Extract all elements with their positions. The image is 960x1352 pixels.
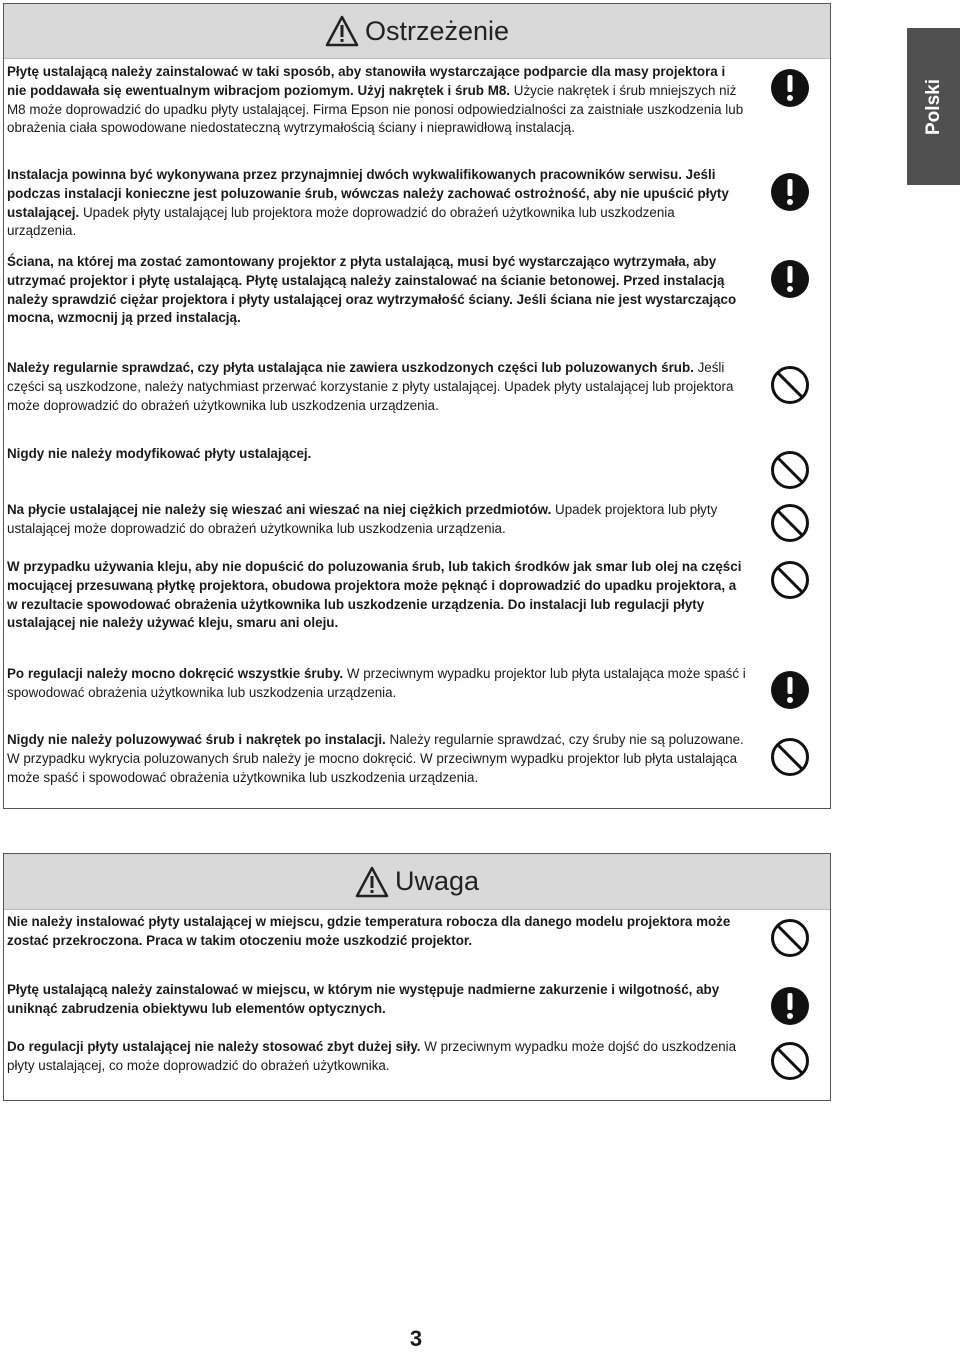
warning-header [4, 4, 830, 59]
prohibited-icon [770, 737, 810, 777]
caution-item-1: Nie należy instalować płyty ustalającej w miejscu, gdzie temperatura robocza dla danego modelu projektora może zostać przekroczona. Praca w takim otoczeniu może uszkodzić projektor. [7, 914, 731, 948]
warning-triangle-icon [325, 15, 359, 47]
warning-item-4: Należy regularnie sprawdzać, czy płyta ustalająca nie zawiera uszkodzonych części lub poluzowanych śrub. Jeśli części są uszkodzone, należy natychmiast przerwać korzystanie z płyty ustalającej. Upadek płyty ustalającej lub projektora może doprowadzić do obrażeń użytkownika lub uszkodzenia urządzenia. [7, 360, 734, 413]
warning-item-9: Nigdy nie należy poluzowywać śrub i nakrętek po instalacji. Należy regularnie sprawdzać, czy śruby nie są poluzowane. W przypadku wykrycia poluzowanych śrub należy je mocno dokręcić. W przeciwnym wypadku projektor lub płyta ustalająca może spaść i spowodować obrażenia użytkownika lub uszkodzenia urządzenia. [7, 732, 744, 785]
warning-title: Ostrzeżenie [364, 15, 510, 46]
caution-title: Uwaga [394, 866, 480, 896]
caution-header [4, 854, 830, 910]
warning-triangle-icon [355, 866, 389, 898]
warning-item-6: Na płycie ustalającej nie należy się wieszać ani wieszać na niej ciężkich przedmiotów. Upadek projektora lub płyty ustalającej może doprowadzić do obrażeń użytkownika lub uszkodzenia urządzenia. [7, 502, 718, 536]
prohibited-icon [770, 918, 810, 958]
warning-item-1: Płytę ustalającą należy zainstalować w taki sposób, aby stanowiła wystarczające podparcie dla masy projektora i nie poddawała się ewentualnym wibracjom poziomym. Użyj nakrętek i śrub M8. Użycie nakrętek i śrub mniejszych niż M8 może doprowadzić do upadku płyty ustalającej. Firma Epson nie ponosi odpowiedzialności za zaistniałe uszkodzenia lub obrażenia ciała spowodowane niedostateczną wytrzymałością ściany i nieprawidłową instalacją. [7, 64, 744, 136]
warning-item-8: Po regulacji należy mocno dokręcić wszystkie śruby. W przeciwnym wypadku projektor lub płyta ustalająca może spaść i spowodować obrażenia użytkownika lub uszkodzenia urządzenia. [7, 666, 746, 700]
warning-item-5: Nigdy nie należy modyfikować płyty ustalającej. [7, 446, 312, 461]
mandatory-icon [770, 986, 810, 1026]
language-tab [907, 28, 960, 185]
prohibited-icon [770, 1041, 810, 1081]
page-number: 3 [409, 1326, 423, 1351]
mandatory-icon [770, 670, 810, 710]
language-tab-label: Polski [922, 78, 944, 135]
prohibited-icon [770, 560, 810, 600]
prohibited-icon [770, 450, 810, 490]
prohibited-icon [770, 503, 810, 543]
mandatory-icon [770, 68, 810, 108]
caution-item-2: Płytę ustalającą należy zainstalować w miejscu, w którym nie występuje nadmierne zakurzenie i wilgotność, aby uniknąć zabrudzenia obiektywu lub elementów optycznych. [7, 982, 720, 1016]
warning-item-7: W przypadku używania kleju, aby nie dopuścić do poluzowania śrub, lub takich środków jak smar lub olej na części mocującej przesuwaną płytkę projektora, obudowa projektora może pęknąć i doprowadzić do upadku projektora, a w rezultacie spowodować obrażenia użytkownika lub uszkodzenie urządzenia. Do instalacji lub regulacji płyty ustalającej nie należy używać kleju, smaru ani oleju. [7, 559, 742, 631]
warning-item-2: Instalacja powinna być wykonywana przez przynajmniej dwóch wykwalifikowanych pracowników serwisu. Jeśli podczas instalacji konieczne jest poluzowanie śrub, wówczas należy zachować ostrożność, aby nie upuścić płyty ustalającej. Upadek płyty ustalającej lub projektora może doprowadzić do obrażeń użytkownika lub uszkodzenia urządzenia. [7, 167, 729, 239]
mandatory-icon [770, 172, 810, 212]
warning-item-3: Ściana, na której ma zostać zamontowany projektor z płyta ustalającą, musi być wystarczająco wytrzymała, aby utrzymać projektor i płytę ustalającą. Płytę ustalającą należy zainstalować na ścianie betonowej. Przed instalacją należy sprawdzić ciężar projektora i płyty ustalającej oraz wytrzymałość ściany. Jeśli ściana nie jest wystarczająco mocna, wzmocnij ją przed instalacją. [7, 254, 737, 326]
mandatory-icon [770, 259, 810, 299]
prohibited-icon [770, 365, 810, 405]
caution-item-3: Do regulacji płyty ustalającej nie należy stosować zbyt dużej siły. W przeciwnym wypadku może dojść do uszkodzenia płyty ustalającej, co może doprowadzić do obrażeń użytkownika. [7, 1039, 737, 1073]
